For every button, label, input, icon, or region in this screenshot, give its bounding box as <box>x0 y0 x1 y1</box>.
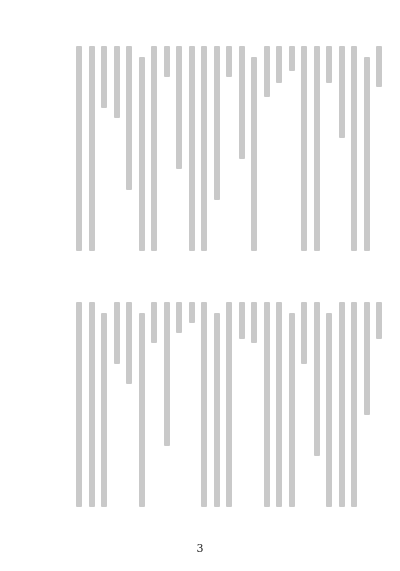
redacted-text-line <box>364 57 370 251</box>
redacted-text-line <box>201 46 207 251</box>
text-block-bottom <box>70 302 388 507</box>
redacted-text-line <box>139 57 145 251</box>
redacted-text-line <box>164 46 170 77</box>
redacted-text-line <box>276 302 282 507</box>
redacted-text-line <box>114 302 120 364</box>
redacted-text-line <box>251 302 257 343</box>
redacted-text-line <box>226 46 232 77</box>
redacted-text-line <box>176 302 182 333</box>
redacted-text-line <box>214 46 220 200</box>
redacted-text-line <box>301 46 307 251</box>
redacted-text-line <box>264 302 270 507</box>
redacted-text-line <box>264 46 270 97</box>
redacted-text-line <box>201 302 207 507</box>
redacted-text-line <box>189 302 195 323</box>
redacted-text-line <box>289 313 295 507</box>
redacted-text-line <box>114 46 120 118</box>
redacted-text-line <box>314 302 320 456</box>
redacted-text-line <box>351 46 357 251</box>
redacted-text-line <box>376 302 382 339</box>
redacted-text-line <box>301 302 307 364</box>
redacted-text-line <box>326 46 332 83</box>
redacted-text-line <box>139 313 145 507</box>
redacted-text-line <box>314 46 320 251</box>
redacted-text-line <box>339 46 345 138</box>
redacted-text-line <box>89 46 95 251</box>
redacted-text-line <box>364 302 370 415</box>
redacted-text-line <box>164 302 170 446</box>
redacted-text-line <box>276 46 282 83</box>
redacted-text-line <box>176 46 182 169</box>
redacted-text-line <box>126 302 132 384</box>
redacted-text-line <box>326 313 332 507</box>
redacted-text-line <box>151 302 157 343</box>
redacted-text-line <box>101 46 107 108</box>
redacted-text-line <box>239 302 245 339</box>
redacted-text-line <box>339 302 345 507</box>
redacted-text-line <box>89 302 95 507</box>
redacted-text-line <box>214 313 220 507</box>
redacted-text-line <box>351 302 357 507</box>
text-block-top <box>70 46 388 251</box>
redacted-text-line <box>126 46 132 190</box>
redacted-text-line <box>76 46 82 251</box>
redacted-text-line <box>251 57 257 251</box>
redacted-text-line <box>189 46 195 251</box>
redacted-text-line <box>76 302 82 507</box>
redacted-text-line <box>239 46 245 159</box>
redacted-text-line <box>376 46 382 87</box>
redacted-text-line <box>101 313 107 507</box>
redacted-text-line <box>289 46 295 71</box>
redacted-text-line <box>151 46 157 251</box>
redacted-text-line <box>226 302 232 507</box>
page-number: 3 <box>196 542 204 555</box>
